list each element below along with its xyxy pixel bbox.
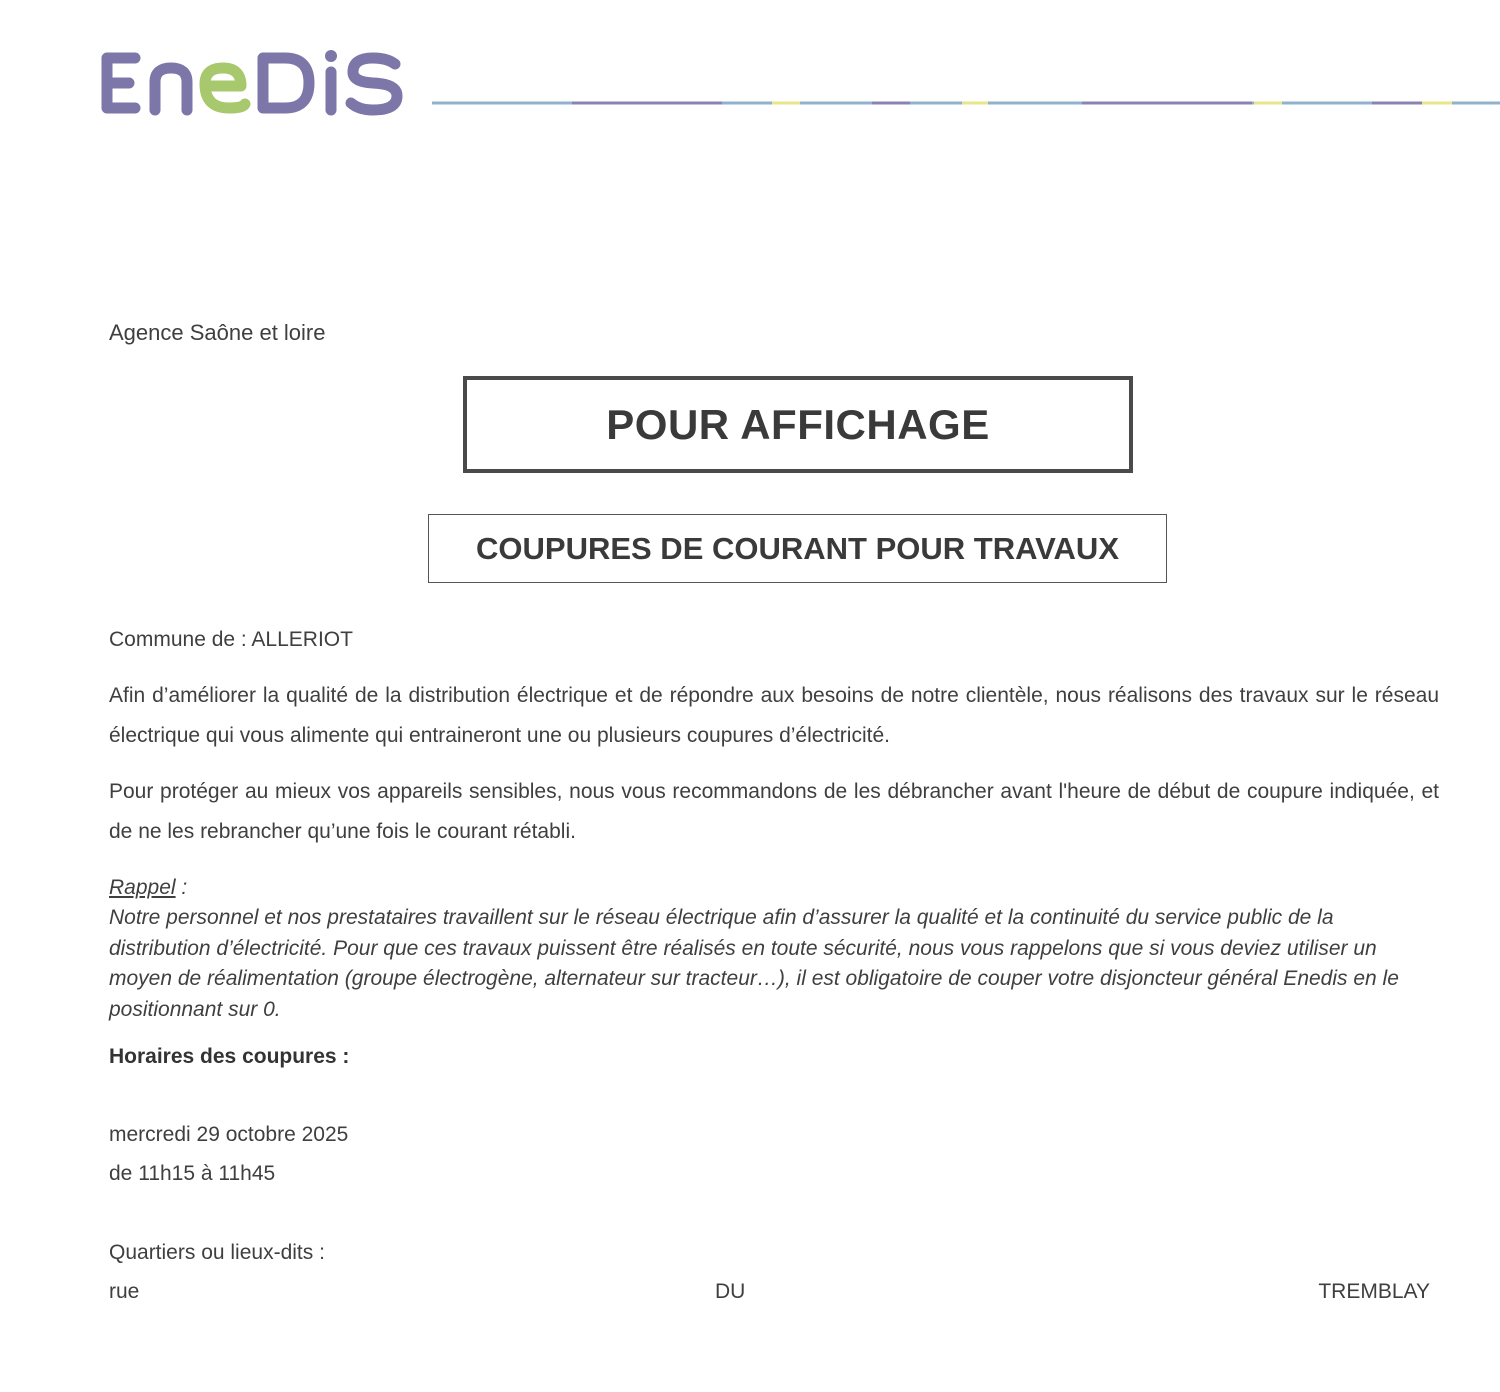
districts-label: Quartiers ou lieux-dits :	[109, 1241, 325, 1264]
header-decorative-rule	[432, 100, 1500, 106]
street-particle: DU	[715, 1280, 746, 1303]
reminder-text: Notre personnel et nos prestataires travaillent sur le réseau électrique afin d’assurer la qualité et la continuité du service public de la distribution d’électricité. Pour que ces travaux puissent être réalisés en toute sécurité, nous vous rappelons que si vous deviez utiliser un moyen de réalimentation (groupe électrogène, alternateur sur tracteur…), il est obligatoire de couper votre disjoncteur général Enedis en le positionnant sur 0.	[109, 906, 1399, 1021]
protection-paragraph: Pour protéger au mieux vos appareils sensibles, nous vous recommandons de les débrancher avant l'heure de début de coupure indiquée, et de ne les rebrancher qu’une fois le courant rétabli.	[109, 780, 1439, 843]
reminder-label: Rappel	[109, 876, 176, 899]
commune: Commune de : ALLERIOT	[109, 628, 353, 651]
outage-time: de 11h15 à 11h45	[109, 1162, 276, 1185]
display-title: POUR AFFICHAGE	[606, 400, 990, 448]
street-name: TREMBLAY	[1318, 1280, 1430, 1303]
agency-name: Agence Saône et loire	[109, 320, 326, 345]
outage-date: mercredi 29 octobre 2025	[109, 1123, 349, 1146]
enedis-logo	[95, 48, 411, 118]
schedule-title: Horaires des coupures :	[109, 1045, 350, 1068]
display-title-box	[463, 376, 1133, 473]
intro-paragraph: Afin d’améliorer la qualité de la distribution électrique et de répondre aux besoins de notre clientèle, nous réalisons des travaux sur le réseau électrique qui vous alimente qui entraineront une ou plusieurs coupures d’électricité.	[109, 684, 1439, 747]
outage-title: COUPURES DE COURANT POUR TRAVAUX	[476, 530, 1119, 566]
reminder-heading	[109, 876, 187, 900]
street-type: rue	[109, 1280, 140, 1303]
reminder-colon: :	[175, 876, 188, 899]
outage-title-box	[428, 514, 1167, 583]
